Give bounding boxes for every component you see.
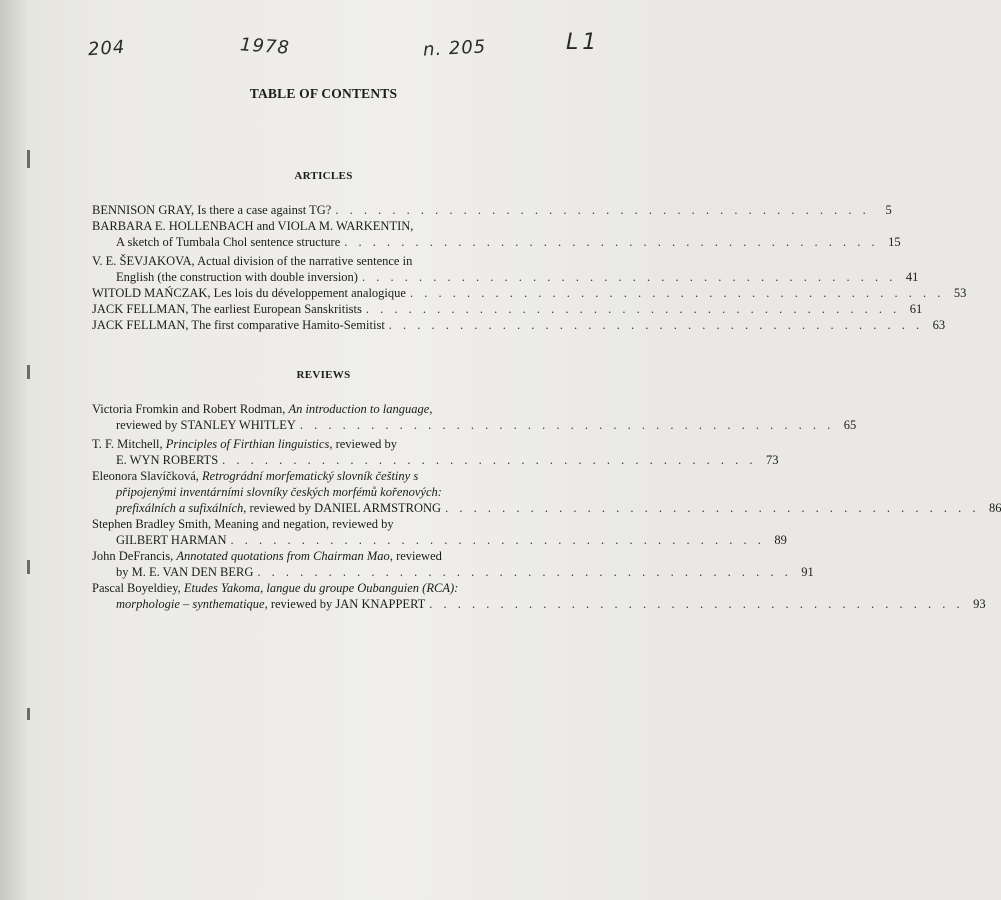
- page-number: 89: [774, 533, 787, 547]
- dot-leader: . . . . . . . . . . . . . . . . . . . . . . . . . . . . . . . . . . . . . .: [365, 302, 901, 316]
- entry-text: English (the construction with double inversion): [116, 270, 358, 284]
- reviewer: reviewed by STANLEY WHITLEY: [116, 418, 296, 432]
- binding-mark: [27, 708, 30, 720]
- review-book-title: prefixálních a sufixálních: [116, 501, 244, 515]
- handwritten-code: L1: [566, 30, 601, 55]
- review-book-title: morphologie – synthematique: [116, 597, 265, 611]
- page-number: 65: [843, 418, 857, 432]
- review-author: Victoria Fromkin and Robert Rodman,: [92, 402, 289, 416]
- entry-author: V. E. ŠEVJAKOVA, Actual division of the narrative sentence in: [92, 254, 413, 268]
- page-title: TABLE OF CONTENTS: [249, 86, 398, 101]
- reviewer: , reviewed by DANIEL ARMSTRONG: [243, 501, 442, 515]
- toc-entry[interactable]: [92, 301, 923, 317]
- articles-list: [92, 202, 967, 333]
- review-author: T. F. Mitchell,: [92, 437, 166, 451]
- review-book-title: Etudes Yakoma, langue du groupe Oubanguien (RCA):: [183, 581, 459, 595]
- toc-entry[interactable]: [92, 436, 779, 468]
- review-text: Stephen Bradley Smith, Meaning and negation, reviewed by: [92, 517, 394, 531]
- dot-leader: . . . . . . . . . . . . . . . . . . . . . . . . . . . . . . . . . . . . . .: [344, 235, 879, 249]
- binding-mark: [27, 560, 30, 574]
- page-number: 93: [973, 597, 986, 611]
- reviews-list: [92, 401, 1001, 612]
- reviewer: by M. E. VAN DEN BERG: [116, 565, 254, 579]
- page-number: 15: [888, 235, 901, 249]
- review-book-title: Retrográdní morfematický slovník češtiny s: [202, 469, 419, 483]
- dot-leader: . . . . . . . . . . . . . . . . . . . . . . . . . . . . . . . . . . . . . .: [335, 203, 870, 217]
- page-number: 73: [766, 453, 779, 467]
- toc-entry[interactable]: [92, 548, 814, 580]
- toc-entry[interactable]: [92, 516, 787, 548]
- toc-entry[interactable]: [92, 285, 967, 301]
- review-book-title: připojenými inventárními slovníky českých morfémů kořenových:: [116, 485, 442, 499]
- page-number: 61: [909, 302, 923, 316]
- handwritten-note: 204: [87, 36, 127, 61]
- handwritten-number: n. 205: [422, 36, 487, 61]
- reviewer: , reviewed by JAN KNAPPERT: [264, 597, 426, 611]
- dot-leader: . . . . . . . . . . . . . . . . . . . . . . . . . . . . . . . . . . . . . .: [230, 533, 765, 547]
- toc-entry[interactable]: [92, 580, 986, 612]
- page-number: 63: [932, 318, 946, 332]
- review-author: Eleonora Slavíčková,: [92, 469, 203, 483]
- dot-leader: . . . . . . . . . . . . . . . . . . . . . . . . . . . . . . . . . . . . . .: [257, 565, 792, 579]
- entry-text: WITOLD MAŃCZAK, Les lois du développement analogique: [92, 286, 406, 300]
- page-number: 86: [988, 501, 1001, 515]
- toc-entry[interactable]: [92, 317, 946, 333]
- section-heading-reviews: REVIEWS: [296, 369, 351, 381]
- dot-leader: . . . . . . . . . . . . . . . . . . . . . . . . . . . . . . . . . . . . . .: [222, 453, 757, 467]
- toc-entry[interactable]: [92, 218, 901, 250]
- page-number: 53: [953, 286, 967, 300]
- entry-text: JACK FELLMAN, The earliest European Sanskritists: [92, 302, 362, 316]
- binding-mark: [27, 150, 30, 168]
- review-text: , reviewed by: [329, 437, 397, 451]
- toc-entry[interactable]: [92, 401, 857, 433]
- reviewer: GILBERT HARMAN: [116, 533, 227, 547]
- reviewer: E. WYN ROBERTS: [116, 453, 219, 467]
- dot-leader: . . . . . . . . . . . . . . . . . . . . . . . . . . . . . . . . . . . . . .: [388, 318, 924, 332]
- toc-entry[interactable]: [92, 468, 1001, 516]
- review-book-title: Principles of Firthian linguistics: [165, 437, 330, 451]
- page-number: 41: [905, 270, 919, 284]
- dot-leader: . . . . . . . . . . . . . . . . . . . . . . . . . . . . . . . . . . . . . .: [299, 418, 835, 432]
- section-heading-articles: ARTICLES: [294, 170, 353, 182]
- dot-leader: . . . . . . . . . . . . . . . . . . . . . . . . . . . . . . . . . . . . . .: [445, 501, 980, 515]
- review-book-title: Annotated quotations from Chairman Mao: [176, 549, 390, 563]
- entry-text: A sketch of Tumbala Chol sentence structure: [116, 235, 341, 249]
- review-text: ,: [429, 402, 433, 416]
- entry-author: BARBARA E. HOLLENBACH and VIOLA M. WARKENTIN,: [92, 219, 414, 233]
- page-number: 5: [885, 203, 892, 217]
- page-edge-shadow: [0, 0, 26, 900]
- page-number: 91: [801, 565, 814, 579]
- review-book-title: An introduction to language: [288, 402, 430, 416]
- entry-text: BENNISON GRAY, Is there a case against TG?: [92, 203, 332, 217]
- toc-entry[interactable]: [92, 202, 892, 218]
- entry-text: JACK FELLMAN, The first comparative Hamito-Semitist: [92, 318, 385, 332]
- toc-entry[interactable]: [92, 253, 919, 285]
- review-text: , reviewed: [389, 549, 442, 563]
- review-author: Pascal Boyeldiey,: [92, 581, 184, 595]
- handwritten-year: 1978: [239, 34, 291, 59]
- dot-leader: . . . . . . . . . . . . . . . . . . . . . . . . . . . . . . . . . . . . . .: [429, 597, 964, 611]
- dot-leader: . . . . . . . . . . . . . . . . . . . . . . . . . . . . . . . . . . . . . .: [409, 286, 945, 300]
- dot-leader: . . . . . . . . . . . . . . . . . . . . . . . . . . . . . . . . . . . . . .: [361, 270, 897, 284]
- review-author: John DeFrancis,: [92, 549, 177, 563]
